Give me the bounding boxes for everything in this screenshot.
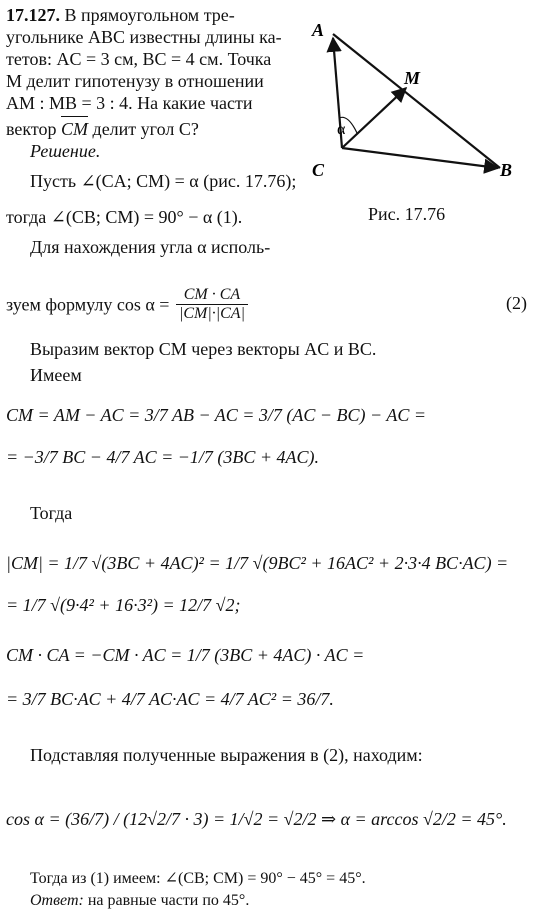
substitute-line: Подставляя полученные выражения в (2), находим:	[30, 745, 423, 765]
solution-heading: Решение.	[30, 141, 101, 161]
problem-line-2: угольнике ABC известны длины ка-	[6, 27, 282, 47]
then-label: Тогда	[30, 503, 73, 523]
problem-number: 17.127.	[6, 5, 60, 25]
equation-1-line-2: = −3/7 BC − 4/7 AC = −1/7 (3BC + 4AC).	[6, 447, 320, 467]
vertex-C-label: C	[312, 160, 325, 180]
vector-CM	[342, 88, 406, 148]
vertex-B-label: B	[500, 160, 513, 180]
problem-line-4: M делит гипотенузу в отношении	[6, 71, 264, 91]
have-label: Имеем	[30, 365, 82, 385]
side-AB	[333, 34, 500, 168]
answer-text: на равные части по 45°.	[87, 892, 250, 909]
find-line-2: зуем формулу cos α = $\frac{CM \cdot CA}{|CM|\cdot|CA|}$	[6, 286, 250, 323]
alpha-label: α	[337, 121, 346, 138]
equation-number: (2)	[506, 293, 527, 313]
equation-1-line-1: CM = AM − AC = 3/7 AB − AC = 3/7 (AC − BC) − AC =	[6, 405, 427, 425]
find-line-1: Для нахождения угла α исполь-	[30, 237, 271, 257]
equation-3-line-1: CM · CA = −CM · AC = 1/7 (3BC + 4AC) · AC =	[6, 645, 365, 665]
equation-2-line-1: |CM| = 1/7 √(3BC + 4AC)² = 1/7 √(9BC² + 16AC² + 2·3·4 BC·AC) =	[6, 553, 509, 573]
equation-2-line-2: = 1/7 √(9·4² + 16·3²) = 12/7 √2;	[6, 595, 241, 615]
vertex-A-label: A	[312, 22, 325, 40]
problem-line-5: AM : MB = 3 : 4. На какие части	[6, 93, 253, 113]
answer-line	[30, 890, 249, 912]
final-line: Тогда из (1) имеем: ∠(CB; CM) = 90° − 45° = 45°.	[30, 870, 366, 887]
answer-label: Ответ:	[30, 892, 84, 909]
figure-caption: Рис. 17.76	[368, 204, 446, 224]
let-line: Пусть ∠(CA; CM) = α (рис. 17.76);	[30, 171, 297, 191]
point-M-label: M	[404, 68, 421, 88]
express-line: Выразим вектор CM через векторы AC и BC.	[30, 339, 377, 359]
cos-formula-fraction: $\frac{CM \cdot CA}{|CM|\cdot|CA|}$	[176, 286, 248, 323]
side-CB	[342, 148, 498, 168]
problem-line-6: вектор CM делит угол C?	[6, 116, 199, 140]
triangle-figure	[308, 22, 523, 190]
cos-result: cos α = (36/7) / (12√2/7 · 3) = 1/√2 = √2/2 ⇒ α = arccos √2/2 = 45°.	[6, 809, 507, 829]
problem-line-1: 17.127. В прямоугольном тре-	[6, 5, 235, 25]
problem-line-3: тетов: AC = 3 см, BC = 4 см. Точка	[6, 49, 272, 69]
equation-3-line-2: = 3/7 BC·AC + 4/7 AC·AC = 4/7 AC² = 36/7.	[6, 689, 334, 709]
then-line: тогда ∠(CB; CM) = 90° − α (1).	[6, 207, 243, 227]
